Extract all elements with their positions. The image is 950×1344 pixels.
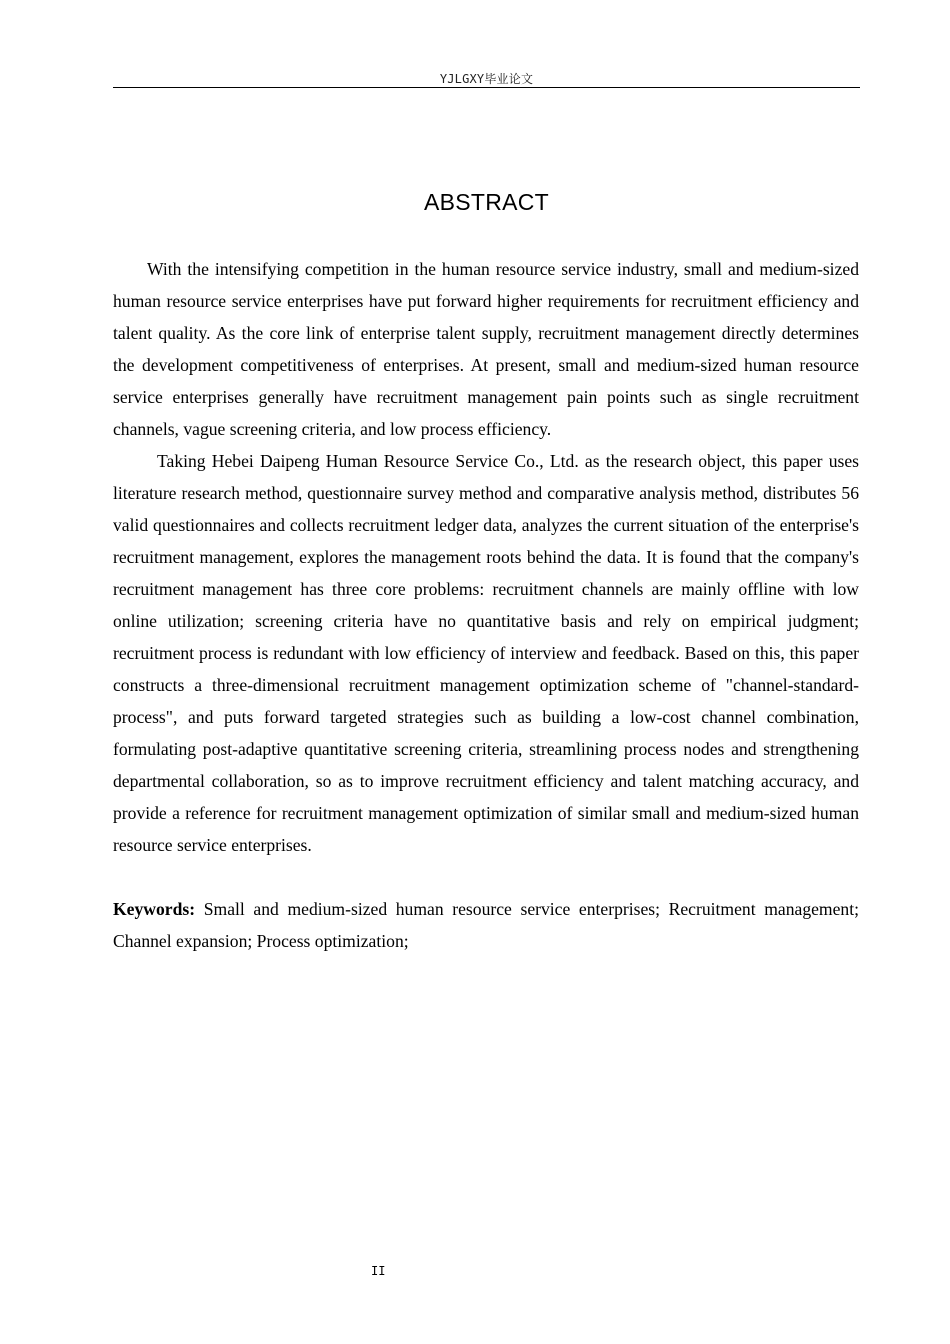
keywords-text: Small and medium-sized human resource service enterprises; Recruitment management; Channel expansion; Process optimization; [113, 899, 860, 951]
abstract-paragraph-1: With the intensifying competition in the human resource service industry, small and medium-sized human resource service enterprises have put forward higher requirements for recruitment efficiency and talent quality. As the core link of enterprise talent supply, recruitment management directly determines the development competitiveness of enterprises. At present, small and medium-sized human resource service enterprises generally have recruitment management pain points such as single recruitment channels, vague screening criteria, and low process efficiency. [113, 259, 859, 439]
abstract-body [113, 253, 859, 957]
keywords-line [113, 893, 859, 957]
abstract-paragraph-2: Taking Hebei Daipeng Human Resource Service Co., Ltd. as the research object, this paper uses literature research method, questionnaire survey method and comparative analysis method, distributes 56 valid questionnaires and collects recruitment ledger data, analyzes the current situation of the enterprise's recruitment management, explores the management roots behind the data. It is found that the company's recruitment management has three core problems: recruitment channels are mainly offline with low online utilization; screening criteria have no quantitative basis and rely on empirical judgment; recruitment process is redundant with low efficiency of interview and feedback. Based on this, this paper constructs a three-dimensional recruitment management optimization scheme of "channel-standard-process", and puts forward targeted strategies such as building a low-cost channel combination, formulating post-adaptive quantitative screening criteria, streamlining process nodes and strengthening departmental collaboration, so as to improve recruitment efficiency and talent matching accuracy, and provide a reference for recruitment management optimization of similar small and medium-sized human resource service enterprises. [113, 451, 859, 855]
abstract-title: ABSTRACT [423, 189, 550, 215]
keywords-label: Keywords: [113, 899, 196, 919]
page-number: II [371, 1264, 386, 1278]
running-header: YJLGXY毕业论文 [439, 72, 534, 86]
header-rule [113, 87, 860, 88]
